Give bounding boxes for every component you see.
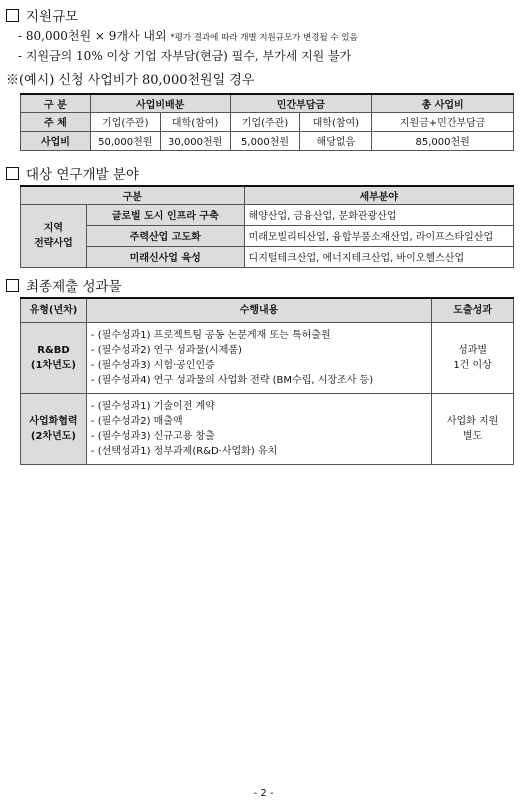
header-content: 수행내용 — [86, 298, 431, 322]
cell: 대학(참여) — [160, 112, 230, 131]
output-value: 성과별 1건 이상 — [432, 322, 514, 393]
list-item: - (필수성과3) 신규고용 창출 — [90, 430, 215, 442]
section-heading-text: 대상 연구개발 분야 — [26, 167, 139, 183]
support-amount-text: - 80,000천원 × 9개사 내외 — [18, 29, 167, 43]
checkbox-square-icon — [6, 167, 19, 180]
content-list — [86, 393, 431, 464]
cell: 50,000천원 — [90, 131, 160, 150]
type-rbd: R&BD (1차년도) — [21, 322, 87, 393]
list-item: - (선택성과1) 정부과제(R&D·사업화) 유치 — [90, 445, 278, 457]
list-item: - (필수성과1) 기술이전 계약 — [90, 400, 215, 412]
header-total-budget: 총 사업비 — [372, 94, 514, 112]
header-type: 유형(년차) — [21, 298, 87, 322]
field-detail: 미래모빌리티산업, 융합부품소재산업, 라이프스타일산업 — [244, 225, 513, 246]
header-output: 도출성과 — [432, 298, 514, 322]
rd-fields-table — [20, 185, 514, 268]
header-category: 구분 — [21, 186, 245, 204]
cell: 85,000천원 — [372, 131, 514, 150]
list-item: - (필수성과3) 시험·공인인증 — [90, 359, 215, 371]
cell: 기업(주관) — [230, 112, 300, 131]
section-fields-title — [6, 163, 139, 183]
support-scale-line-2: - 지원금의 10% 이상 기업 자부담(현금) 필수, 부가세 지원 불가 — [18, 49, 352, 63]
list-item: - (필수성과1) 프로젝트팀 공동 논문게재 또는 특허출원 — [90, 329, 331, 341]
budget-example-table — [20, 93, 514, 151]
checkbox-square-icon — [6, 9, 19, 22]
field-name: 미래신사업 육성 — [86, 246, 244, 267]
cell: 기업(주관) — [90, 112, 160, 131]
header-detail: 세부분야 — [244, 186, 513, 204]
section-deliverables-title — [6, 275, 122, 295]
page-number: - 2 - — [253, 788, 274, 799]
section-heading-text: 지원규모 — [26, 9, 79, 25]
row-label-cost: 사업비 — [21, 131, 91, 150]
cell: 대학(참여) — [300, 112, 372, 131]
row-label-subject: 주 체 — [21, 112, 91, 131]
deliverables-table — [20, 297, 514, 465]
header-budget-allocation: 사업비배분 — [90, 94, 230, 112]
field-detail: 디지털테크산업, 에너지테크산업, 바이오헬스산업 — [244, 246, 513, 267]
list-item: - (필수성과2) 매출액 — [90, 415, 183, 427]
header-private-burden: 민간부담금 — [230, 94, 372, 112]
type-commercialization: 사업화협력 (2차년도) — [21, 393, 87, 464]
section-support-scale-title — [6, 5, 78, 25]
output-value: 사업화 지원 별도 — [432, 393, 514, 464]
list-item: - (필수성과2) 연구 성과물(시제품) — [90, 344, 242, 356]
cell: 지원금+민간부담금 — [372, 112, 514, 131]
section-heading-text: 최종제출 성과물 — [26, 279, 122, 295]
field-name: 글로벌 도시 인프라 구축 — [86, 204, 244, 225]
cell: 30,000천원 — [160, 131, 230, 150]
content-list — [86, 322, 431, 393]
list-item: - (필수성과4) 연구 성과물의 사업화 전략 (BM수립, 시장조사 등) — [90, 374, 374, 386]
checkbox-square-icon — [6, 279, 19, 292]
cell: 5,000천원 — [230, 131, 300, 150]
group-regional-strategy: 지역 전략사업 — [21, 204, 87, 267]
support-scale-line-1 — [18, 27, 358, 44]
field-detail: 해양산업, 금융산업, 문화관광산업 — [244, 204, 513, 225]
field-name: 주력산업 고도화 — [86, 225, 244, 246]
example-heading: ※(예시) 신청 사업비가 80,000천원일 경우 — [6, 73, 255, 88]
support-note-text: *평가 결과에 따라 개별 지원규모가 변경될 수 있음 — [170, 33, 358, 43]
header-category: 구 분 — [21, 94, 91, 112]
cell: 해당없음 — [300, 131, 372, 150]
